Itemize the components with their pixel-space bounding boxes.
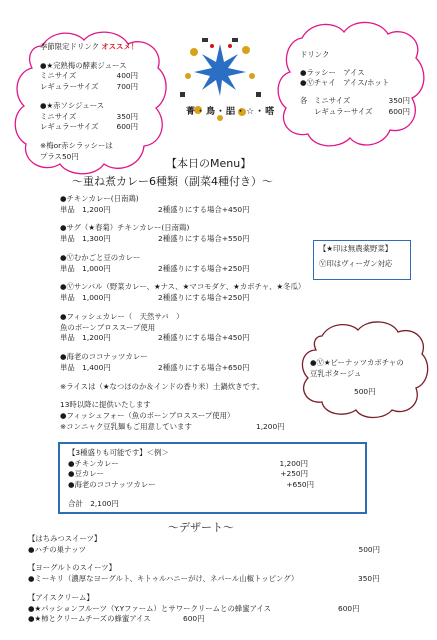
size-label: レギュラーサイズ	[40, 122, 99, 132]
konnyaku-price: 1,200円	[256, 421, 285, 431]
dessert-item	[28, 604, 408, 615]
dessert-list	[28, 534, 408, 625]
dessert-item	[28, 614, 408, 625]
menu-header: 【本日のMenu】	[166, 157, 252, 170]
size-price: 400円	[116, 71, 138, 81]
curry-price-row	[60, 205, 360, 216]
size-price: 700円	[116, 82, 138, 92]
soup-price: 500円	[354, 387, 376, 397]
konnyaku-note: ※コンニャク豆乳麺もご用意しています	[60, 421, 192, 431]
legend-pesticide-free: 【★印は無農薬野菜】	[319, 244, 393, 253]
seasonal-size-row	[40, 122, 138, 133]
dessert-header: ～デザート～	[168, 521, 234, 534]
size-label: ミニサイズ	[314, 96, 351, 106]
curry-combo-price: 2種盛りにする場合+450円	[158, 333, 250, 343]
seasonal-size-row	[40, 71, 138, 82]
curry-name: ●海老のココナッツカレー	[60, 352, 148, 362]
size-prefix: 各	[300, 96, 308, 106]
soup-name-2: 豆乳ポタージュ	[310, 368, 362, 378]
curry-combo-price: 2種盛りにする場合+250円	[158, 293, 250, 303]
size-price: 600円	[116, 122, 138, 132]
dessert-item-price: 600円	[338, 603, 360, 613]
drinks-regular-row	[300, 107, 410, 118]
dessert-item-price: 350円	[358, 574, 380, 584]
size-label: レギュラーサイズ	[314, 106, 373, 116]
curry-item	[60, 282, 360, 303]
dessert-item	[28, 574, 408, 585]
curry-price: 単品 1,000円	[60, 293, 111, 303]
seasonal-size-row	[40, 82, 138, 93]
combo-title: 【3種盛りも可能です】＜例＞	[68, 448, 169, 457]
rice-note: ※ライスは（★なつほのか＆インドの香り米）土鍋炊きです。	[60, 381, 265, 391]
seasonal-drinks-block	[40, 42, 168, 163]
curry-price: 単品 1,200円	[60, 204, 111, 214]
soup-name: ●Ⓥ★ビーナッツカボチャの	[310, 358, 404, 367]
dessert-item-name: ●ハチの巣ナッツ	[28, 544, 87, 554]
drinks-lassi: ●ラッシー アイス	[300, 67, 365, 77]
curry-name: ●サグ（★春菊）チキンカレー(日南鶏)	[60, 223, 190, 233]
size-price: 600円	[388, 106, 410, 116]
size-price: 350円	[388, 96, 410, 106]
combo-item-price: +250円	[280, 469, 308, 479]
seasonal-note-2: プラス50円	[40, 151, 79, 161]
combo-total	[68, 499, 357, 510]
combo-item	[68, 459, 308, 470]
drinks-block	[300, 50, 420, 118]
seasonal-note-1: ※梅or赤シラッシーは	[40, 141, 113, 151]
curry-sub: 魚のボーンブロススープ使用	[60, 322, 156, 332]
logo-text: 菁・鳥・㗊・☆・嗒	[186, 107, 276, 117]
dessert-item-name: ●★柿とクリームチーズの蜂蜜アイス	[28, 614, 151, 624]
size-label: ミニサイズ	[40, 111, 77, 121]
dessert-section-title: 【アイスクリーム】	[28, 592, 94, 602]
dessert-item-name: ●★パッションフルーツ（Y.Yファーム）とサワークリームとの蜂蜜アイス	[28, 603, 272, 613]
curry-combo-price: 2種盛りにする場合+250円	[158, 263, 250, 273]
curry-price-row	[60, 293, 360, 304]
legend-box	[313, 240, 411, 280]
curry-price: 単品 1,300円	[60, 234, 111, 244]
legend-vegan: Ⓥ印はヴィーガン対応	[319, 258, 393, 268]
size-price: 350円	[116, 111, 138, 121]
seasonal-title: 季節限定ドリンク	[40, 42, 99, 51]
combo-item-name: ●チキンカレー	[68, 458, 119, 468]
seasonal-title-row	[40, 42, 168, 53]
curry-name: ●Ⓥサンバル（野菜カレー、★ナス、★マコモダケ、★カボチャ、★冬瓜）	[60, 282, 306, 292]
menu-subheader: ～重ね煮カレー6種類（副菜4種付き）～	[72, 175, 273, 188]
curry-name: ●Ⓥむかごと豆のカレー	[60, 252, 141, 262]
seasonal-item-ume: ●★完熟梅の酵素ジュース	[40, 60, 127, 70]
combo-item-price: +650円	[286, 480, 314, 490]
soup-block	[310, 358, 422, 398]
drinks-chai: ●Ⓥチャイ アイス/ホット	[300, 78, 390, 88]
combo-item-name: ●豆カレー	[68, 469, 105, 479]
curry-combo-price: 2種盛りにする場合+450円	[158, 204, 250, 214]
dessert-item-price: 600円	[183, 614, 205, 624]
seasonal-item-red: ●★赤ソシジュース	[40, 100, 105, 110]
size-label: ミニサイズ	[40, 71, 77, 81]
combo-total-value: 2,100円	[90, 498, 119, 508]
dessert-section-title: 【はちみつスイーツ】	[28, 534, 102, 543]
curry-name: ●フィッシュカレー（ 天然サバ ）	[60, 311, 184, 321]
combo-item	[68, 480, 314, 491]
curry-price: 単品 1,000円	[60, 263, 111, 273]
combo-item	[68, 469, 308, 480]
after-13-note: 13時以降に提供いたします	[60, 400, 151, 410]
dessert-item-name: ●ミーキリ（濃厚なヨーグルト、キトゥルハニーがけ、ネパール山椒トッピング）	[28, 574, 299, 584]
curry-price: 単品 1,400円	[60, 362, 111, 372]
size-label: レギュラーサイズ	[40, 82, 99, 92]
fish-pho-item: ●フィッシュフォー（魚のボーンブロススープ使用）	[60, 411, 235, 421]
recommend-badge: オススメ！	[101, 42, 139, 51]
combo-total-label: 合計	[68, 498, 83, 508]
curry-price: 単品 1,200円	[60, 333, 111, 343]
curry-combo-price: 2種盛りにする場合+650円	[158, 362, 250, 372]
dessert-section-title: 【ヨーグルトのスイーツ】	[28, 563, 117, 573]
seasonal-size-row	[40, 112, 138, 123]
dessert-item	[28, 545, 380, 556]
combo-box	[58, 442, 367, 514]
dessert-item-price: 500円	[358, 544, 380, 554]
konnyaku-row	[60, 422, 360, 433]
combo-item-price: 1,200円	[279, 458, 308, 468]
curry-combo-price: 2種盛りにする場合+550円	[158, 234, 250, 244]
drinks-mini-row	[300, 96, 410, 107]
combo-item-name: ●海老のココナッツカレー	[68, 480, 156, 490]
curry-name: ●チキンカレー(日南鶏)	[60, 194, 139, 203]
curry-item	[60, 194, 360, 215]
drinks-title: ドリンク	[300, 50, 330, 59]
